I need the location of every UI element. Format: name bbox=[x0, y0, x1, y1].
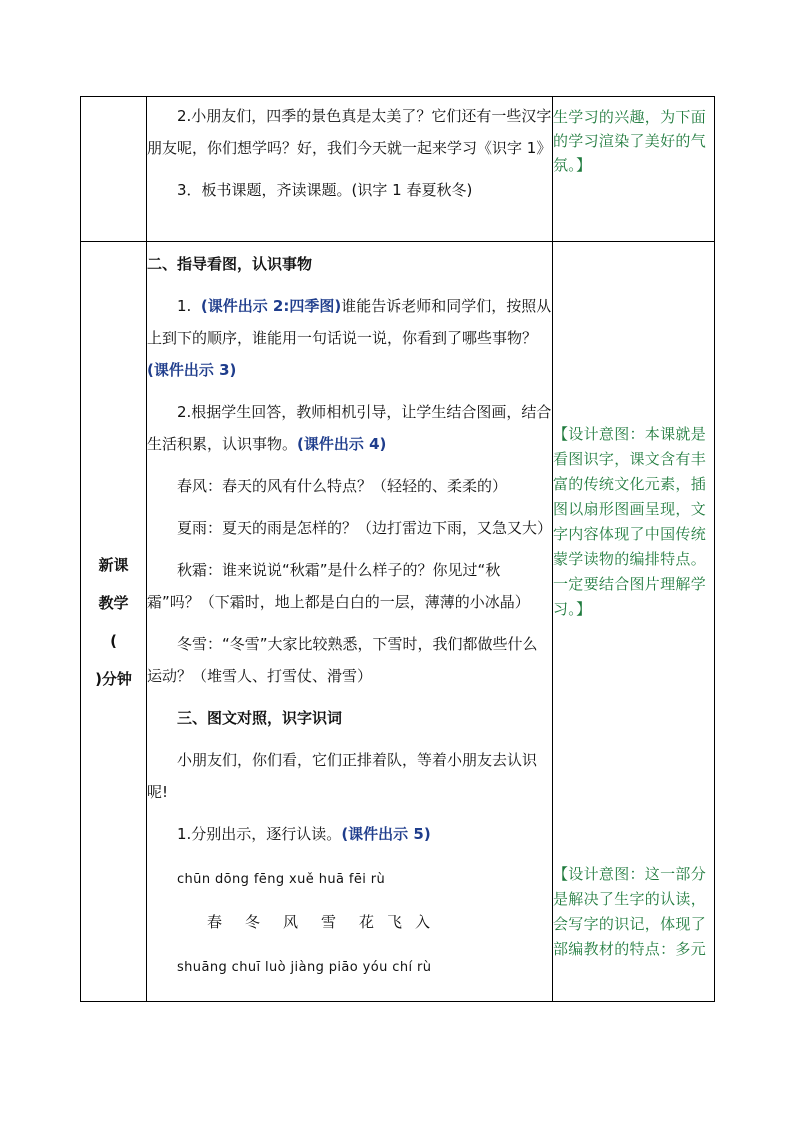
hanzi-char: 冬 bbox=[245, 913, 261, 931]
courseware-tag: (课件出示 3) bbox=[147, 361, 237, 379]
paragraph-xiayu: 夏雨：夏天的雨是怎样的？（边打雷边下雨，又急又大） bbox=[177, 519, 553, 537]
item-text: 2.根据学生回答，教师相机引导，让学生结合图画，结合生活积累，认识事物。 bbox=[147, 403, 552, 453]
paragraph-item2 bbox=[147, 396, 552, 460]
design-note-text: 【设计意图：本课就是看图识字，课文含有丰富的传统文化元素，插图以扇形图画呈现，文字内容体现了中国传统蒙学读物的编排特点。一定要结合图片理解学习。】 bbox=[553, 425, 707, 618]
paragraph-step1 bbox=[147, 818, 552, 850]
table-row bbox=[81, 242, 715, 1002]
hanzi-char: 飞 bbox=[387, 913, 403, 931]
section-heading: 三、图文对照，识字识词 bbox=[177, 709, 343, 727]
lesson-plan-table bbox=[80, 96, 715, 1002]
hanzi-char: 春 bbox=[207, 913, 223, 931]
stage-label-line: ( bbox=[110, 631, 117, 650]
design-note-text: 生学习的兴趣，为下面的学习渲染了美好的气氛。】 bbox=[553, 108, 707, 174]
content-cell bbox=[147, 97, 553, 242]
hanzi-char: 雪 bbox=[321, 913, 337, 931]
pinyin-row: chūn dōng fēng xuě huā fēi rù bbox=[177, 872, 386, 887]
hanzi-char: 花 bbox=[359, 913, 375, 931]
courseware-tag: (课件出示 2:四季图) bbox=[200, 297, 342, 315]
paragraph-intro: 小朋友们，你们看，它们正排着队，等着小朋友去认识呢! bbox=[147, 751, 538, 801]
stage-label-line: )分钟 bbox=[95, 669, 132, 688]
stage-label-line: 新课 bbox=[98, 555, 129, 574]
paragraph-qiushuang: 秋霜：谁来说说“秋霜”是什么样子的？你见过“秋霜”吗？（下霜时，地上都是白白的一层，薄薄的小冰晶） bbox=[147, 561, 530, 611]
table-row bbox=[81, 97, 715, 242]
courseware-tag: (课件出示 5) bbox=[341, 825, 431, 843]
hanzi-char: 入 bbox=[415, 913, 431, 931]
pinyin-row: shuāng chuī luò jiàng piāo yóu chí rù bbox=[177, 960, 432, 975]
item-text: 1.分别出示，逐行认读。 bbox=[177, 825, 342, 843]
item-text: 谁能告诉老师和同学们，按照从上到下的顺序，谁能用一句话说一说，你看到了哪些事物？ bbox=[147, 297, 552, 347]
hanzi-row bbox=[147, 906, 552, 938]
content-cell bbox=[147, 242, 553, 1002]
hanzi-char: 风 bbox=[283, 913, 299, 931]
stage-label-cell bbox=[81, 242, 147, 1002]
design-note-text: 【设计意图：这一部分是解决了生字的认读，会写字的识记，体现了部编教材的特点：多元 bbox=[553, 865, 707, 958]
paragraph-step2: 2.小朋友们，四季的景色真是太美了？它们还有一些汉字朋友呢，你们想学吗？好，我们今天就一起来学习《识字 1》 bbox=[147, 107, 552, 157]
design-note-cell bbox=[553, 242, 715, 1002]
paragraph-dongxue: 冬雪：“冬雪”大家比较熟悉，下雪时，我们都做些什么运动？（堆雪人、打雪仗、滑雪） bbox=[147, 635, 538, 685]
paragraph-item1 bbox=[147, 290, 552, 386]
stage-label-line: 教学 bbox=[98, 593, 129, 612]
section-heading: 二、指导看图，认识事物 bbox=[147, 255, 313, 273]
paragraph-chunfeng: 春风：春天的风有什么特点？（轻轻的、柔柔的） bbox=[177, 477, 508, 495]
item-number: 1. bbox=[177, 297, 192, 315]
label-cell-empty bbox=[81, 97, 147, 242]
courseware-tag: (课件出示 4) bbox=[297, 435, 387, 453]
paragraph-step3: 3．板书课题，齐读课题。(识字 1 春夏秋冬) bbox=[177, 181, 473, 199]
design-note-cell bbox=[553, 97, 715, 242]
